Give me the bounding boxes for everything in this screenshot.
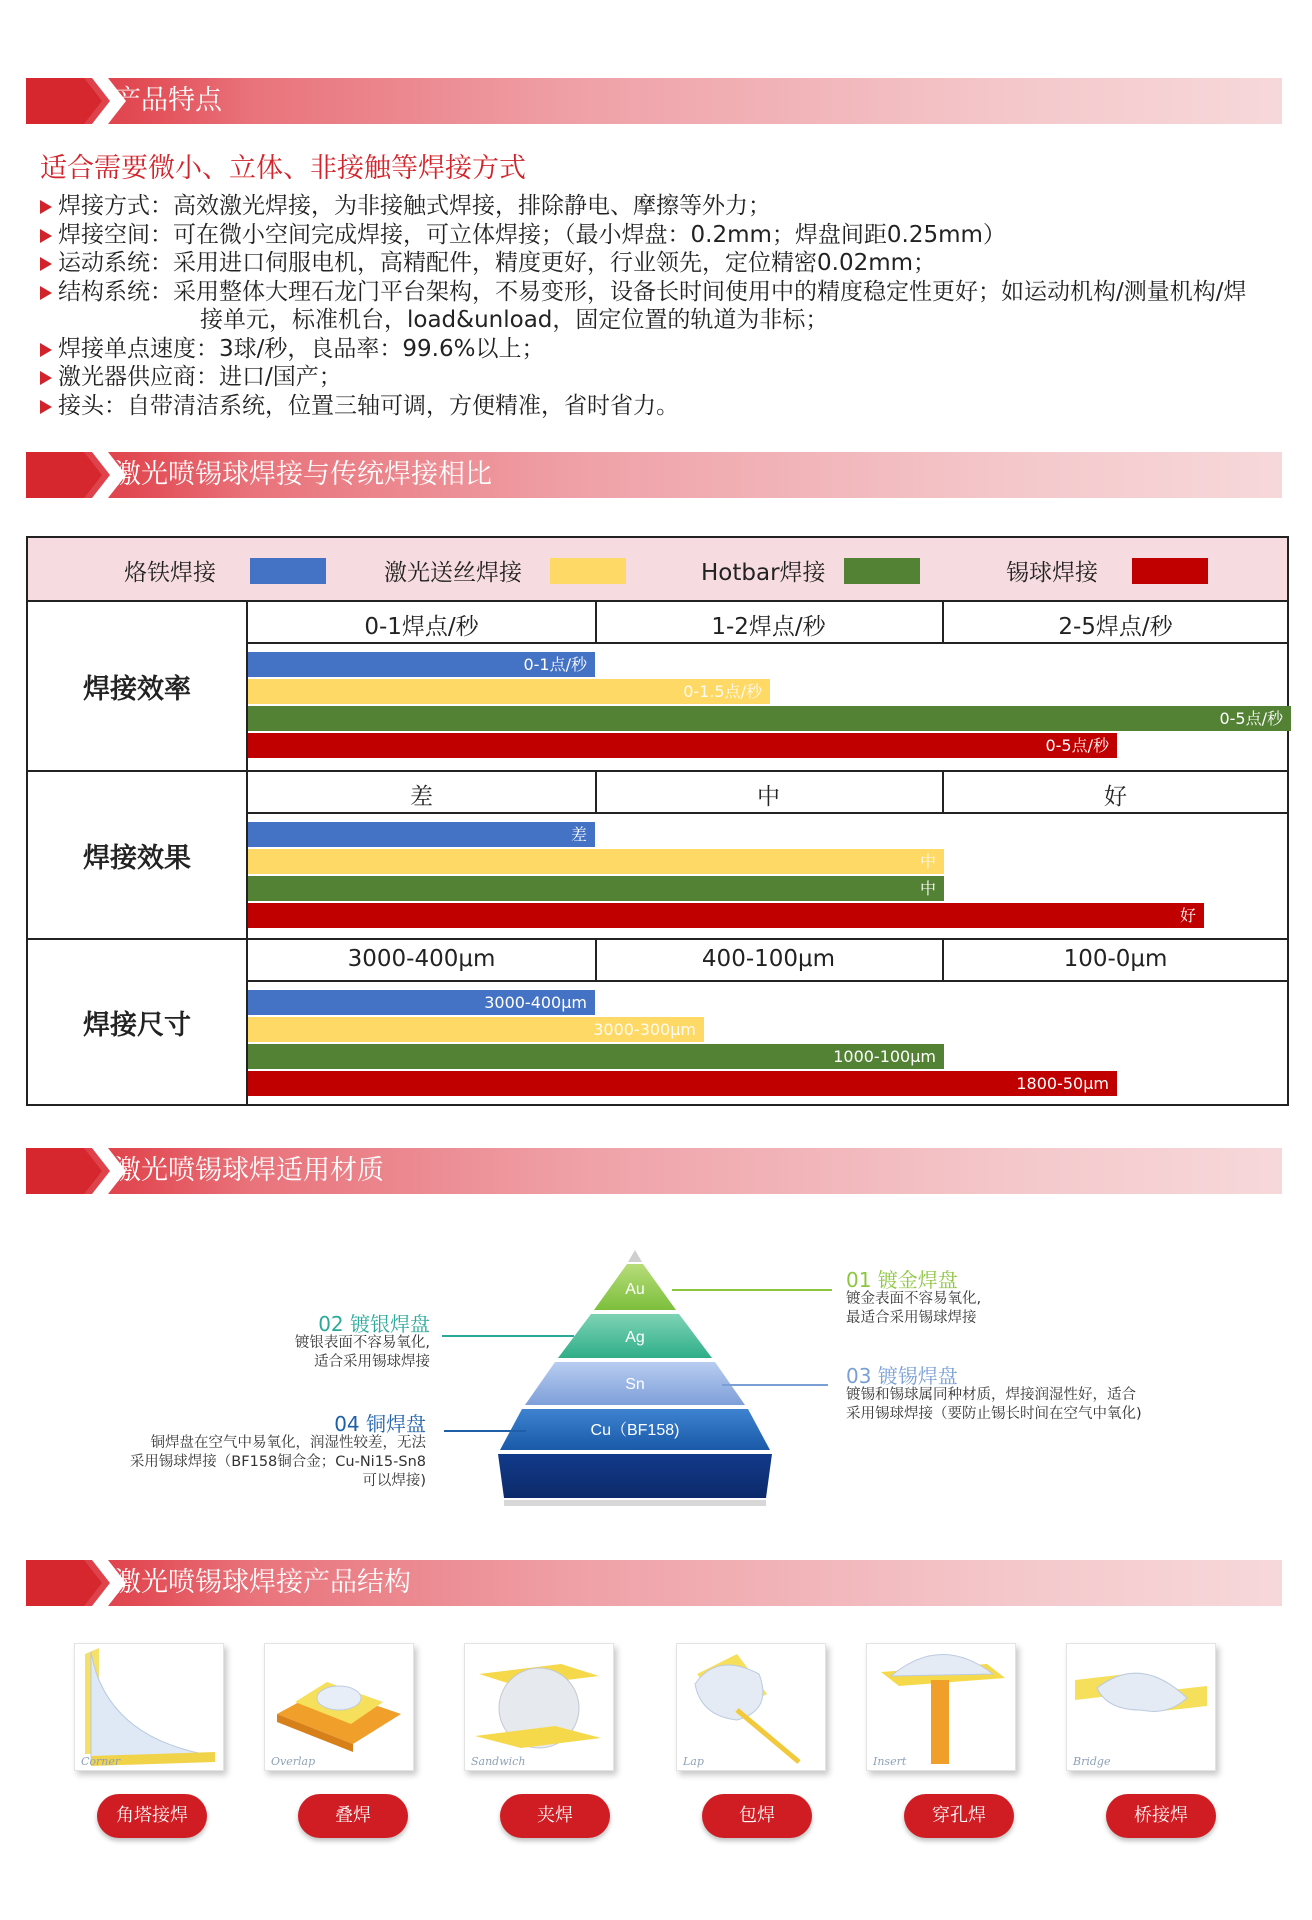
desc-line: 镀金表面不容易氧化, [846,1291,982,1307]
bar-label: 差 [570,825,587,844]
desc-line: 铜焊盘在空气中易氧化，润湿性较差，无法 [150,1435,426,1451]
pyramid-label: Cu（BF158) [590,1422,680,1439]
list-item [40,335,1290,364]
bullet-triangle-icon [40,257,52,271]
desc-line: 镀银表面不容易氧化, [294,1335,430,1351]
legend [28,538,1287,600]
column-header: 400-100μm [701,946,836,972]
list-item-text: 运动系统：采用进口伺服电机，高精配件，精度更好，行业领先，定位精密0.02mm； [58,250,937,276]
comparison-bar [248,1071,1117,1096]
desc-line: 采用锡球焊接（要防止锡长时间在空气中氧化) [846,1406,1142,1422]
structure-caption: Lap [683,1755,704,1768]
structure-caption: Overlap [271,1755,316,1768]
column-header: 中 [757,784,780,810]
list-item-text: 焊接单点速度：3球/秒，良品率：99.6%以上； [58,335,545,362]
structure-card-lap [676,1643,826,1771]
section-header-materials [26,1148,1282,1194]
bullet-triangle-icon [40,343,52,357]
pyramid-label: Ag [625,1329,645,1346]
bar-label: 好 [1179,906,1196,925]
section-title: 激光喷锡球焊适用材质 [114,1155,384,1186]
bar-label: 1000-100μm [833,1047,936,1066]
legend-swatch [844,558,920,584]
pyramid-label: Au [625,1281,645,1298]
list-item-continuation [40,306,1290,335]
structure-label-overlap: 叠焊 [298,1794,408,1838]
list-item-text: 焊接方式：高效激光焊接，为非接触式焊接，排除静电、摩擦等外力； [58,193,771,219]
comparison-bar [248,1044,944,1069]
desc-line: 最适合采用锡球焊接 [846,1310,977,1326]
material-title-copper: 04 铜焊盘 [334,1412,426,1436]
comparison-bar [248,822,595,847]
section-title: 产品特点 [114,85,222,116]
structure-caption: Corner [81,1755,121,1768]
bar-label: 0-5点/秒 [1219,709,1283,728]
legend-label: 烙铁焊接 [124,560,216,586]
list-item [40,249,1290,278]
bullet-triangle-icon [40,371,52,385]
pyramid-tip [628,1250,642,1262]
structure-card-insert [866,1643,1016,1771]
structure-label-corner: 角塔接焊 [97,1794,207,1838]
list-item [40,192,1290,221]
column-header: 差 [410,784,433,810]
connector-line [672,1289,832,1291]
structure-caption: Insert [873,1755,907,1768]
desc-line: 镀锡和锡球属同种材质，焊接润湿性好，适合 [846,1387,1136,1403]
sandwich-weld-image [465,1644,613,1770]
divider [28,600,1287,602]
list-item [40,392,1290,421]
comparison-bar [248,849,944,874]
bar-label: 中 [919,852,936,871]
lap-weld-image [677,1644,825,1770]
column-header: 3000-400μm [347,946,496,972]
list-item-text: 焊接空间：可在微小空间完成焊接，可立体焊接；（最小焊盘：0.2mm；焊盘间距0.25mm） [58,221,1006,248]
structure-card-overlap [264,1643,414,1771]
material-desc-gold [846,1290,981,1328]
material-desc-copper [100,1434,426,1491]
corner-weld-image [75,1644,223,1770]
column-header: 0-1焊点/秒 [364,614,479,640]
connector-line [722,1384,828,1386]
bar-label: 中 [919,879,936,898]
material-title-gold: 01 镀金焊盘 [846,1268,958,1292]
comparison-bar [248,990,595,1015]
list-item [40,221,1290,250]
column-header: 1-2焊点/秒 [711,614,826,640]
structure-label-insert: 穿孔焊 [904,1794,1014,1838]
list-item-text: 激光器供应商：进口/国产； [58,364,342,390]
column-header: 100-0μm [1063,946,1168,972]
structure-label-bridge: 桥接焊 [1106,1794,1216,1838]
overlap-weld-image [265,1644,413,1770]
material-desc-tin [846,1386,1142,1424]
divider [248,980,1287,982]
legend-label: Hotbar焊接 [701,560,826,586]
list-item [40,363,1290,392]
comparison-bar [248,679,770,704]
legend-label: 激光送丝焊接 [384,560,522,586]
section-header-structure [26,1560,1282,1606]
row-label: 焊接效果 [83,843,191,874]
divider [28,938,1287,940]
comparison-bar [248,903,1204,928]
legend-swatch [550,558,626,584]
comparison-bar [248,652,595,677]
pyramid-label: Sn [625,1376,645,1393]
legend-label: 锡球焊接 [1006,560,1098,586]
structure-label-lap: 包焊 [702,1794,812,1838]
list-item [40,278,1290,307]
legend-swatch [250,558,326,584]
section-header-compare [26,452,1282,498]
bridge-weld-image [1067,1644,1215,1770]
list-item-text: 接头：自带清洁系统，位置三轴可调，方便精准，省时省力。 [58,392,679,419]
comparison-table [26,536,1289,1106]
comparison-bar [248,876,944,901]
insert-weld-image [867,1644,1015,1770]
structure-card-corner [74,1643,224,1771]
pyramid-base [498,1454,772,1498]
divider [248,812,1287,814]
bullet-triangle-icon [40,229,52,243]
structure-caption: Bridge [1073,1755,1111,1768]
material-desc-silver [232,1334,430,1372]
bar-label: 0-1.5点/秒 [683,682,762,701]
comparison-bar [248,1017,704,1042]
bar-label: 0-5点/秒 [1045,736,1109,755]
structure-card-bridge [1066,1643,1216,1771]
list-item-text: 接单元，标准机台，load&unload，固定位置的轨道为非标； [200,307,829,333]
bar-label: 3000-300μm [593,1020,696,1039]
desc-line: 可以焊接) [362,1473,426,1489]
structure-card-sandwich [464,1643,614,1771]
structure-label-sandwich: 夹焊 [500,1794,610,1838]
structure-caption: Sandwich [471,1755,526,1768]
pyramid-shadow [504,1500,766,1506]
column-header: 好 [1104,784,1127,810]
connector-line [442,1335,574,1337]
section-header-features [26,78,1282,124]
desc-line: 采用锡球焊接（BF158铜合金；Cu-Ni15-Sn8 [129,1454,426,1470]
legend-swatch [1132,558,1208,584]
divider [28,770,1287,772]
features-list [40,192,1290,420]
bullet-triangle-icon [40,400,52,414]
bar-label: 0-1点/秒 [523,655,587,674]
column-header: 2-5焊点/秒 [1058,614,1173,640]
row-label: 焊接效率 [83,674,191,705]
connector-line [444,1430,526,1432]
bar-label: 3000-400μm [484,993,587,1012]
material-title-silver: 02 镀银焊盘 [318,1312,430,1336]
divider [248,642,1287,644]
list-item-text: 结构系统：采用整体大理石龙门平台架构，不易变形，设备长时间使用中的精度稳定性更好；如运动机构/测量机构/焊 [58,278,1247,305]
comparison-bar [248,706,1291,731]
bar-label: 1800-50μm [1016,1074,1109,1093]
bullet-triangle-icon [40,200,52,214]
row-label: 焊接尺寸 [83,1010,191,1041]
bullet-triangle-icon [40,286,52,300]
material-title-tin: 03 镀锡焊盘 [846,1364,958,1388]
section-title: 激光喷锡球焊接与传统焊接相比 [114,459,492,490]
features-subtitle: 适合需要微小、立体、非接触等焊接方式 [40,153,526,184]
desc-line: 适合采用锡球焊接 [314,1354,430,1370]
comparison-bar [248,733,1117,758]
section-title: 激光喷锡球焊接产品结构 [114,1567,411,1598]
